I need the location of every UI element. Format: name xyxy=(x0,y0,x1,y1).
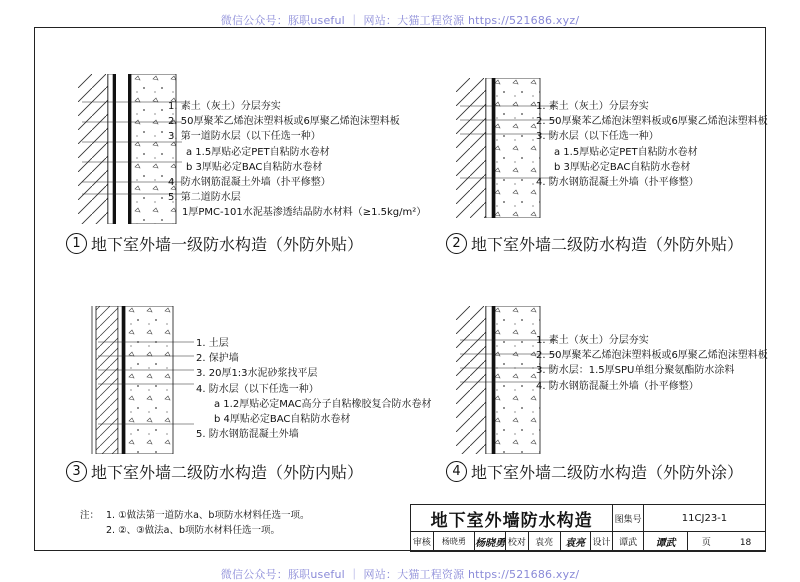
layer-text: a 1.2厚贴必定MAC高分子自粘橡胶复合防水卷材 xyxy=(214,398,432,410)
design-label: 设计 xyxy=(590,532,613,552)
layer-text: b 4厚贴必定BAC自粘防水卷材 xyxy=(214,413,351,425)
section-caption-2 xyxy=(446,232,743,255)
layer-text: a 1.5厚贴必定PET自粘防水卷材 xyxy=(186,146,330,158)
layer-text: 4. 防水钢筋混凝土外墙（扑平修整） xyxy=(536,380,699,392)
section-caption-text: 地下室外墙二级防水构造（外防外涂） xyxy=(471,463,744,482)
section-caption-text: 地下室外墙二级防水构造（外防内贴） xyxy=(91,463,364,482)
layer-text: 5. 防水钢筋混凝土外墙 xyxy=(196,429,299,441)
layer-text: b 3厚贴必定BAC自粘防水卷材 xyxy=(186,161,323,173)
layer-text: 1. 素土（灰土）分层夯实 xyxy=(536,101,649,112)
layer-text: 3. 第一道防水层（以下任选一种） xyxy=(168,131,321,143)
layer-text: 1. 素土（灰土）分层夯实 xyxy=(168,101,281,112)
layer-text: 3. 20厚1:3水泥砂浆找平层 xyxy=(196,368,318,380)
section-caption-text: 地下室外墙二级防水构造（外防外贴） xyxy=(471,235,744,254)
review-signature: 杨晓勇 xyxy=(475,532,506,552)
watermark-top: 微信公众号：豚职useful ｜ 网站：大猫工程资源 https://521686.xyz/ xyxy=(220,14,580,27)
title-block xyxy=(410,504,766,551)
layer-text: 1厚PMC-101水泥基渗透结晶防水材料（≥1.5kg/m²） xyxy=(182,207,427,219)
drawing-title: 地下室外墙防水构造 xyxy=(411,505,613,532)
layer-text: 2. 50厚聚苯乙烯泡沫塑料板或6厚聚乙烯泡沫塑料板 xyxy=(536,116,768,128)
layer-text: 2. 50厚聚苯乙烯泡沫塑料板或6厚聚乙烯泡沫塑料板 xyxy=(168,116,400,128)
note-item: 1. ①做法第一道防水a、b项防水材料任选一项。 xyxy=(106,510,310,521)
layer-text: a 1.5厚贴必定PET自粘防水卷材 xyxy=(554,146,698,158)
page-number xyxy=(688,532,766,552)
section-number-2: 2 xyxy=(446,233,467,254)
layer-text: 4. 防水钢筋混凝土外墙（扑平修整） xyxy=(536,176,699,188)
atlas-no: 11CJ23-1 xyxy=(643,505,765,532)
section-caption-4 xyxy=(446,460,743,483)
check-signature: 袁亮 xyxy=(560,532,590,552)
section-number-3: 3 xyxy=(66,461,87,482)
notes-label: 注： xyxy=(80,510,100,521)
section-caption-text: 地下室外墙一级防水构造（外防外贴） xyxy=(91,235,364,254)
layer-text: 2. 50厚聚苯乙烯泡沫塑料板或6厚聚乙烯泡沫塑料板 xyxy=(536,350,768,362)
layer-text: 3. 防水层（以下任选一种） xyxy=(536,131,659,143)
atlas-no-label: 图集号 xyxy=(613,505,644,532)
layer-text: 5. 第二道防水层 xyxy=(168,192,241,204)
design-signature: 谭武 xyxy=(643,532,687,552)
page-no: 18 xyxy=(739,538,752,548)
watermark-bottom: 微信公众号：豚职useful ｜ 网站：大猫工程资源 https://521686.xyz/ xyxy=(220,568,580,581)
review-name: 杨晓勇 xyxy=(433,532,474,552)
section-caption-1 xyxy=(66,232,363,255)
note-item: 2. ②、③做法a、b项防水材料任选一项。 xyxy=(106,525,280,536)
section-number-4: 4 xyxy=(446,461,467,482)
layer-text: 1. 素土（灰土）分层夯实 xyxy=(536,335,649,346)
check-name: 袁亮 xyxy=(528,532,560,552)
check-label: 校对 xyxy=(506,532,529,552)
layer-text: b 3厚贴必定BAC自粘防水卷材 xyxy=(554,161,691,173)
layer-text: 1. 土层 xyxy=(196,338,229,349)
notes xyxy=(80,508,310,536)
section-caption-3 xyxy=(66,460,363,483)
layer-text: 3. 防水层：1.5厚SPU单组分聚氨酯防水涂料 xyxy=(536,365,735,377)
page-label: 页 xyxy=(701,538,711,548)
design-name: 谭武 xyxy=(613,532,644,552)
layer-text: 4. 防水层（以下任选一种） xyxy=(196,383,319,395)
section-number-1: 1 xyxy=(66,233,87,254)
review-label: 审核 xyxy=(411,532,434,552)
layer-text: 2. 保护墙 xyxy=(196,353,239,365)
layer-text: 4. 防水钢筋混凝土外墙（扑平修整） xyxy=(168,176,331,188)
